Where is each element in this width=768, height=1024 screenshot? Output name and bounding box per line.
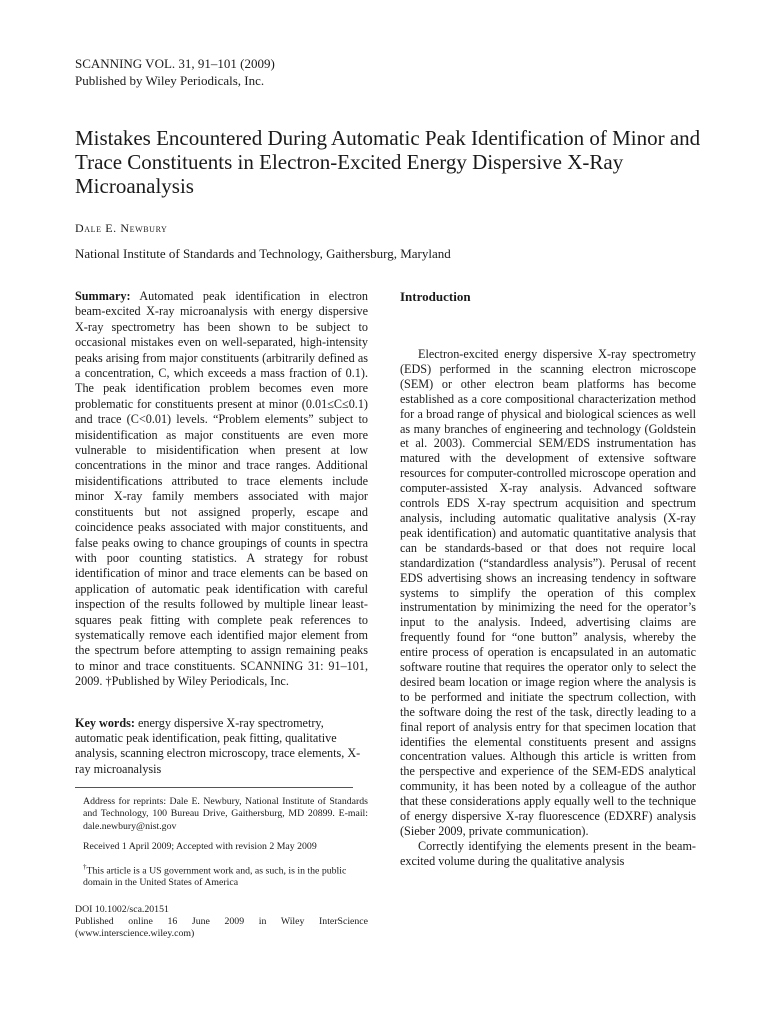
keywords-paragraph bbox=[75, 716, 368, 778]
publisher-line: Published by Wiley Periodicals, Inc. bbox=[75, 73, 265, 88]
introduction-heading: Introduction bbox=[400, 289, 471, 304]
doi-note: DOI 10.1002/sca.20151 bbox=[75, 903, 169, 915]
dagger-mark: † bbox=[83, 863, 87, 871]
received-date-note: Received 1 April 2009; Accepted with revision 2 May 2009 bbox=[83, 840, 317, 852]
reprint-address-note: Address for reprints: Dale E. Newbury, National Institute of Standards and Technology, 100 Bureau Drive, Gaithersburg, MD 20899. E-mail: dale.newbury@nist.gov bbox=[83, 796, 368, 832]
author-name: Dale E. Newbury bbox=[75, 221, 168, 235]
left-column bbox=[75, 289, 368, 948]
public-domain-note bbox=[75, 861, 368, 890]
introduction-paragraph-2: Correctly identifying the elements present in the beam-excited volume during the qualitative analysis bbox=[400, 838, 696, 868]
keywords-text: energy dispersive X-ray spectrometry, automatic peak identification, peak fitting, qualitative analysis, scanning electron microscopy, trace elements, X-ray microanalysis bbox=[75, 715, 361, 776]
author-affiliation: National Institute of Standards and Technology, Gaithersburg, Maryland bbox=[75, 246, 451, 261]
journal-citation-line: SCANNING VOL. 31, 91–101 (2009) bbox=[75, 56, 275, 71]
public-domain-text: This article is a US government work and, as such, is in the public domain in the United States of America bbox=[83, 865, 347, 889]
published-online-note: Published online 16 June 2009 in Wiley InterScience (www.interscience.wiley.com) bbox=[75, 915, 368, 940]
footnote-divider bbox=[75, 787, 353, 788]
keywords-label: Key words: bbox=[75, 715, 135, 730]
summary-label: Summary: bbox=[75, 289, 131, 303]
introduction-paragraph-1: Electron-excited energy dispersive X-ray spectrometry (EDS) performed in the scanning electron microscope (SEM) or other electron beam platforms has become established as a core compositional characterization method for a broad range of physical and biological sciences as well as many branches of engineering and technology (Goldstein et al. 2003). Commercial SEM/EDS instrumentation has matured with the development of extensive software resources for computer-controlled microscope operation and computer-assisted X-ray analysis. Advanced software controls EDS X-ray spectrum acquisition and spectrum analysis, including automatic qualitative analysis (X-ray peak identification) and automatic quantitative analysis that can be standards-based or that does not require local standardization (“standardless analysis”). Perusal of recent EDS advertising shows an increasing tendency in software systems to simplify the operation of this complex instrumentation by minimizing the need for the operator’s input to the analysis. Indeed, advertising claims are frequently found for “one button” analysis, whereby the entire process of operation is encapsulated in an automatic software routine that requires the operator only to select the desired beam location or image region where the analysis is to be performed and initiate the spectrum collection, with the software doing the rest of the task, directly leading to a final report of analysis entry for that specimen location that identifies the elemental constituents present and assigns concentration values. Although this article is written from the perspective and experience of the SEM-EDS analytical community, it has been noted by a colleague of the author that these considerations apply equally well to the technique of energy dispersive X-ray fluorescence (EDXRF) analysis (Sieber 2009, private communication). bbox=[400, 347, 696, 838]
journal-header bbox=[75, 55, 275, 89]
right-column bbox=[400, 289, 696, 869]
summary-paragraph bbox=[75, 289, 368, 690]
article-title: Mistakes Encountered During Automatic Peak Identification of Minor and Trace Constituents in Electron-Excited Energy Dispersive X-Ray Microanalysis bbox=[75, 126, 701, 198]
summary-text: Automated peak identification in electron beam-excited X-ray microanalysis with energy dispersive X-ray spectrometry has been shown to be subject to occasional mistakes even on well-separated, high-intensity peaks arising from major constituents (arbitrarily defined as a concentration, C, which exceeds a mass fraction of 0.1). The peak identification problem becomes even more problematic for constituents present at minor (0.01≤C≤0.1) and trace (C<0.01) levels. “Problem elements” subject to misidentification as major constituents are even more vulnerable to misidentification when present at low concentrations in the minor and trace ranges. Additional misidentifications attributed to trace elements include minor X-ray family members associated with major constituents but not assigned properly, escape and coincidence peaks associated with major constituents, and false peaks owing to chance groupings of counts in spectra with poor counting statistics. A strategy for robust identification of minor and trace elements can be based on application of automatic peak identification with careful inspection of the results followed by multiple linear least-squares peak fitting with complete peak references to systematically remove each identified major element from the spectrum before attempting to assign remaining peaks to minor and trace constituents. SCANNING 31: 91–101, 2009. †Published by Wiley Periodicals, Inc. bbox=[75, 289, 368, 689]
